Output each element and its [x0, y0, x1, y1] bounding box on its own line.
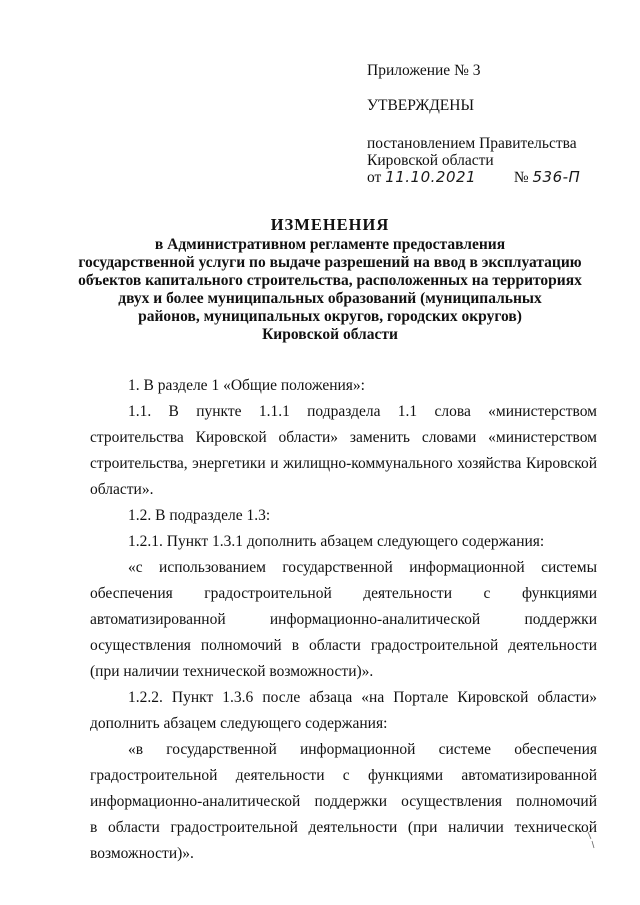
title-line: объектов капитального строительства, расположенных на территориях [78, 272, 582, 289]
decree-line-1: постановлением Правительства [367, 135, 577, 152]
title-line: в Административном регламенте предоставления [154, 236, 506, 253]
quote-line: «в государственной информационной системе обеспечения [128, 741, 597, 758]
paragraph-1: 1. В разделе 1 «Общие положения»: [128, 377, 365, 394]
paragraph-1-2-1: 1.2.1. Пункт 1.3.1 дополнить абзацем следующего содержания: [128, 533, 545, 550]
title-line: государственной услуги по выдаче разрешений на ввод в эксплуатацию [78, 254, 582, 271]
paragraph-1-2-2: 1.2.2. Пункт 1.3.6 после абзаца «на Портале Кировской области» дополнить абзацем следующего содержания: [90, 689, 597, 732]
quote-line: возможности)». [90, 845, 194, 862]
title-line: Кировской области [262, 326, 398, 343]
paragraph-1-2: 1.2. В подразделе 1.3: [128, 507, 271, 524]
scan-speck-mark [586, 830, 596, 852]
title-heading: ИЗМЕНЕНИЯ [270, 215, 390, 234]
handwritten-date: 11.10.2021 [385, 168, 477, 186]
quote-line: в области градостроительной деятельности (при наличии технической [90, 819, 597, 836]
quote-line: градостроительной деятельности с функциями автоматизированной [90, 767, 597, 784]
quote-line: осуществления полномочий в области градостроительной деятельности [90, 637, 597, 654]
appendix-label: Приложение № 3 [367, 62, 481, 79]
quote-line: (при наличии технической возможности)». [90, 663, 374, 680]
date-prefix: от [367, 169, 382, 186]
decree-line-2: Кировской области [367, 152, 494, 169]
document-body [90, 373, 597, 867]
number-prefix: № [513, 169, 529, 186]
quote-line: обеспечения градостроительной деятельности с функциями [90, 585, 597, 602]
quote-1 [90, 555, 597, 685]
title-line: двух и более муниципальных образований (муниципальных [118, 290, 542, 307]
handwritten-number: 536-П [532, 168, 581, 186]
decree-date-number [367, 169, 607, 186]
quote-2 [90, 737, 597, 867]
quote-line: информационно-аналитической поддержки осуществления полномочий [90, 793, 597, 810]
paragraph-1-1: 1.1. В пункте 1.1.1 подраздела 1.1 слова «министерством строительства Кировской области» заменить словами «министерством строительства, энергетики и жилищно-коммунального хозяйства Кировской области». [90, 403, 597, 498]
approved-label: УТВЕРЖДЕНЫ [367, 97, 474, 114]
quote-line: «с использованием государственной информационной системы [128, 559, 597, 576]
quote-line: автоматизированной информационно-аналитической поддержки [90, 611, 597, 628]
approval-block [367, 62, 607, 186]
title-line: районов, муниципальных округов, городских округов) [138, 308, 522, 325]
document-title [60, 216, 600, 344]
